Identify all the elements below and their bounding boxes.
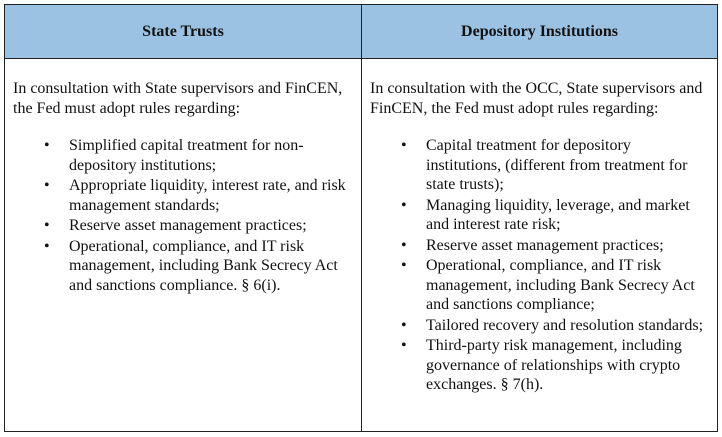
depository-institutions-intro: In consultation with the OCC, State supervisors and FinCEN, the Fed must adopt rules regarding:	[370, 80, 703, 117]
state-trusts-list	[13, 136, 353, 295]
list-item: • Reserve asset management practices;	[44, 217, 307, 234]
list-item: • Appropriate liquidity, interest rate, and risk management standards;	[44, 177, 346, 214]
depository-institutions-list	[370, 136, 709, 395]
bullet-icon: •	[401, 236, 407, 254]
list-item: • Capital treatment for depository institutions, (different from treatment for state trusts);	[401, 137, 688, 193]
list-item: • Managing liquidity, leverage, and market and interest rate risk;	[401, 196, 690, 233]
list-item: • Simplified capital treatment for non-depository institutions;	[44, 137, 304, 174]
content-row	[5, 59, 718, 432]
bullet-icon: •	[44, 217, 50, 234]
header-depository-institutions: Depository Institutions	[362, 5, 718, 59]
list-item: • Third-party risk management, including governance of relationships with crypto exchanges. § 7(h).	[401, 337, 682, 393]
state-trusts-intro: In consultation with State supervisors and FinCEN, the Fed must adopt rules regarding:	[13, 80, 343, 117]
list-item: • Tailored recovery and resolution standards;	[401, 316, 704, 334]
comparison-table	[4, 4, 718, 432]
bullet-icon: •	[401, 137, 407, 154]
bullet-icon: •	[401, 337, 407, 354]
bullet-icon: •	[44, 237, 50, 255]
bullet-icon: •	[44, 137, 50, 154]
list-item: • Reserve asset management practices;	[401, 236, 664, 254]
depository-institutions-cell	[362, 59, 718, 432]
header-row	[5, 5, 718, 59]
header-state-trusts: State Trusts	[5, 5, 362, 59]
list-item: • Operational, compliance, and IT risk management, including Bank Secrecy Act and sanctions compliance. § 6(i).	[44, 237, 338, 294]
bullet-icon: •	[401, 316, 407, 334]
state-trusts-cell	[5, 59, 362, 432]
bullet-icon: •	[401, 257, 407, 274]
list-item: • Operational, compliance, and IT risk management, including Bank Secrecy Act and sanctions compliance;	[401, 257, 695, 313]
bullet-icon: •	[401, 196, 407, 214]
bullet-icon: •	[44, 177, 50, 194]
